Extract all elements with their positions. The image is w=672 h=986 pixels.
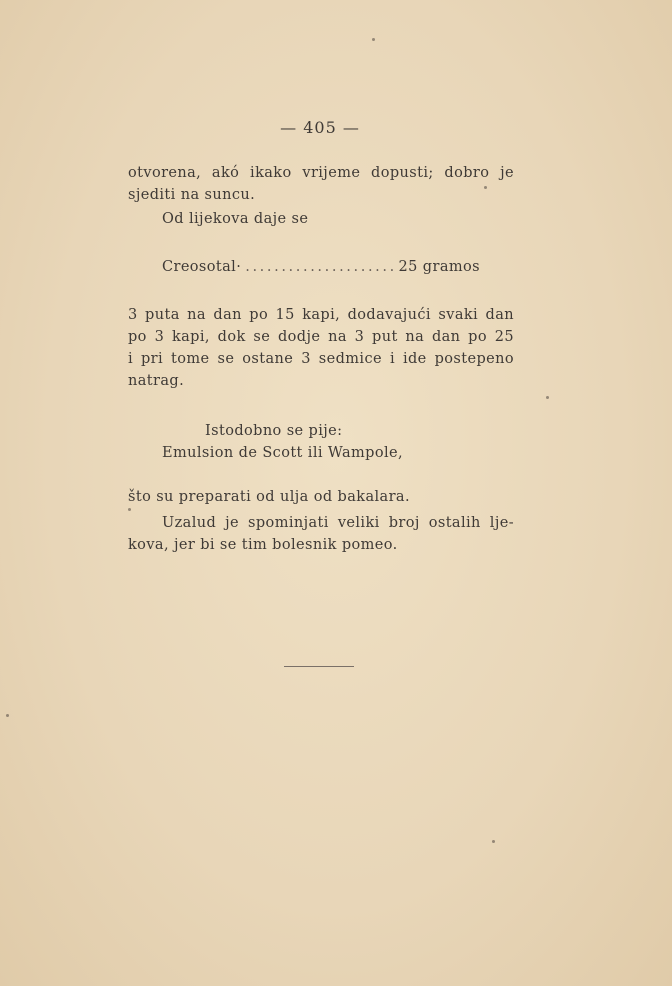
paragraph-3-line-2: po 3 kapi, dok se dodje na 3 put na dan po 25 — [128, 329, 514, 345]
paragraph-6 — [128, 512, 514, 556]
section-divider — [284, 666, 354, 667]
paper-speck — [484, 186, 487, 189]
paragraph-5: što su preparati od ulja od bakalara. — [128, 489, 410, 505]
paper-speck — [6, 714, 9, 717]
recipe-line — [162, 256, 480, 278]
paragraph-1-line-1: otvorena, akó ikako vrijeme dopusti; dobro je — [128, 165, 514, 181]
recipe-name: Creosotal· — [162, 259, 242, 275]
paragraph-4-line-2: Emulsion de Scott ili Wampole, — [162, 445, 403, 461]
paragraph-3-line-1: 3 puta na dan po 15 kapi, dodavajući svaki dan — [128, 307, 514, 323]
paragraph-1-line-2: sjediti na suncu. — [128, 187, 256, 203]
paper-speck — [492, 840, 495, 843]
paper-speck — [372, 38, 375, 41]
paragraph-3 — [128, 304, 514, 392]
paragraph-3-line-3: i pri tome se ostane 3 sedmice i ide postepeno — [128, 351, 514, 367]
paragraph-1 — [128, 162, 514, 206]
dot-leader — [245, 256, 394, 278]
paper-speck — [546, 396, 549, 399]
paragraph-2: Od lijekova daje se — [162, 211, 309, 227]
page-number: — 405 — — [280, 118, 360, 137]
paragraph-6-line-1: Uzalud je spominjati veliki broj ostalih lje- — [162, 515, 514, 531]
paper-speck — [128, 508, 131, 511]
paragraph-6-line-2: kova, jer bi se tim bolesnik pomeo. — [128, 537, 398, 553]
paragraph-4-line-1: Istodobno se pije: — [205, 423, 343, 439]
paragraph-3-line-4: natrag. — [128, 373, 185, 389]
recipe-amount: 25 gramos — [398, 259, 480, 275]
